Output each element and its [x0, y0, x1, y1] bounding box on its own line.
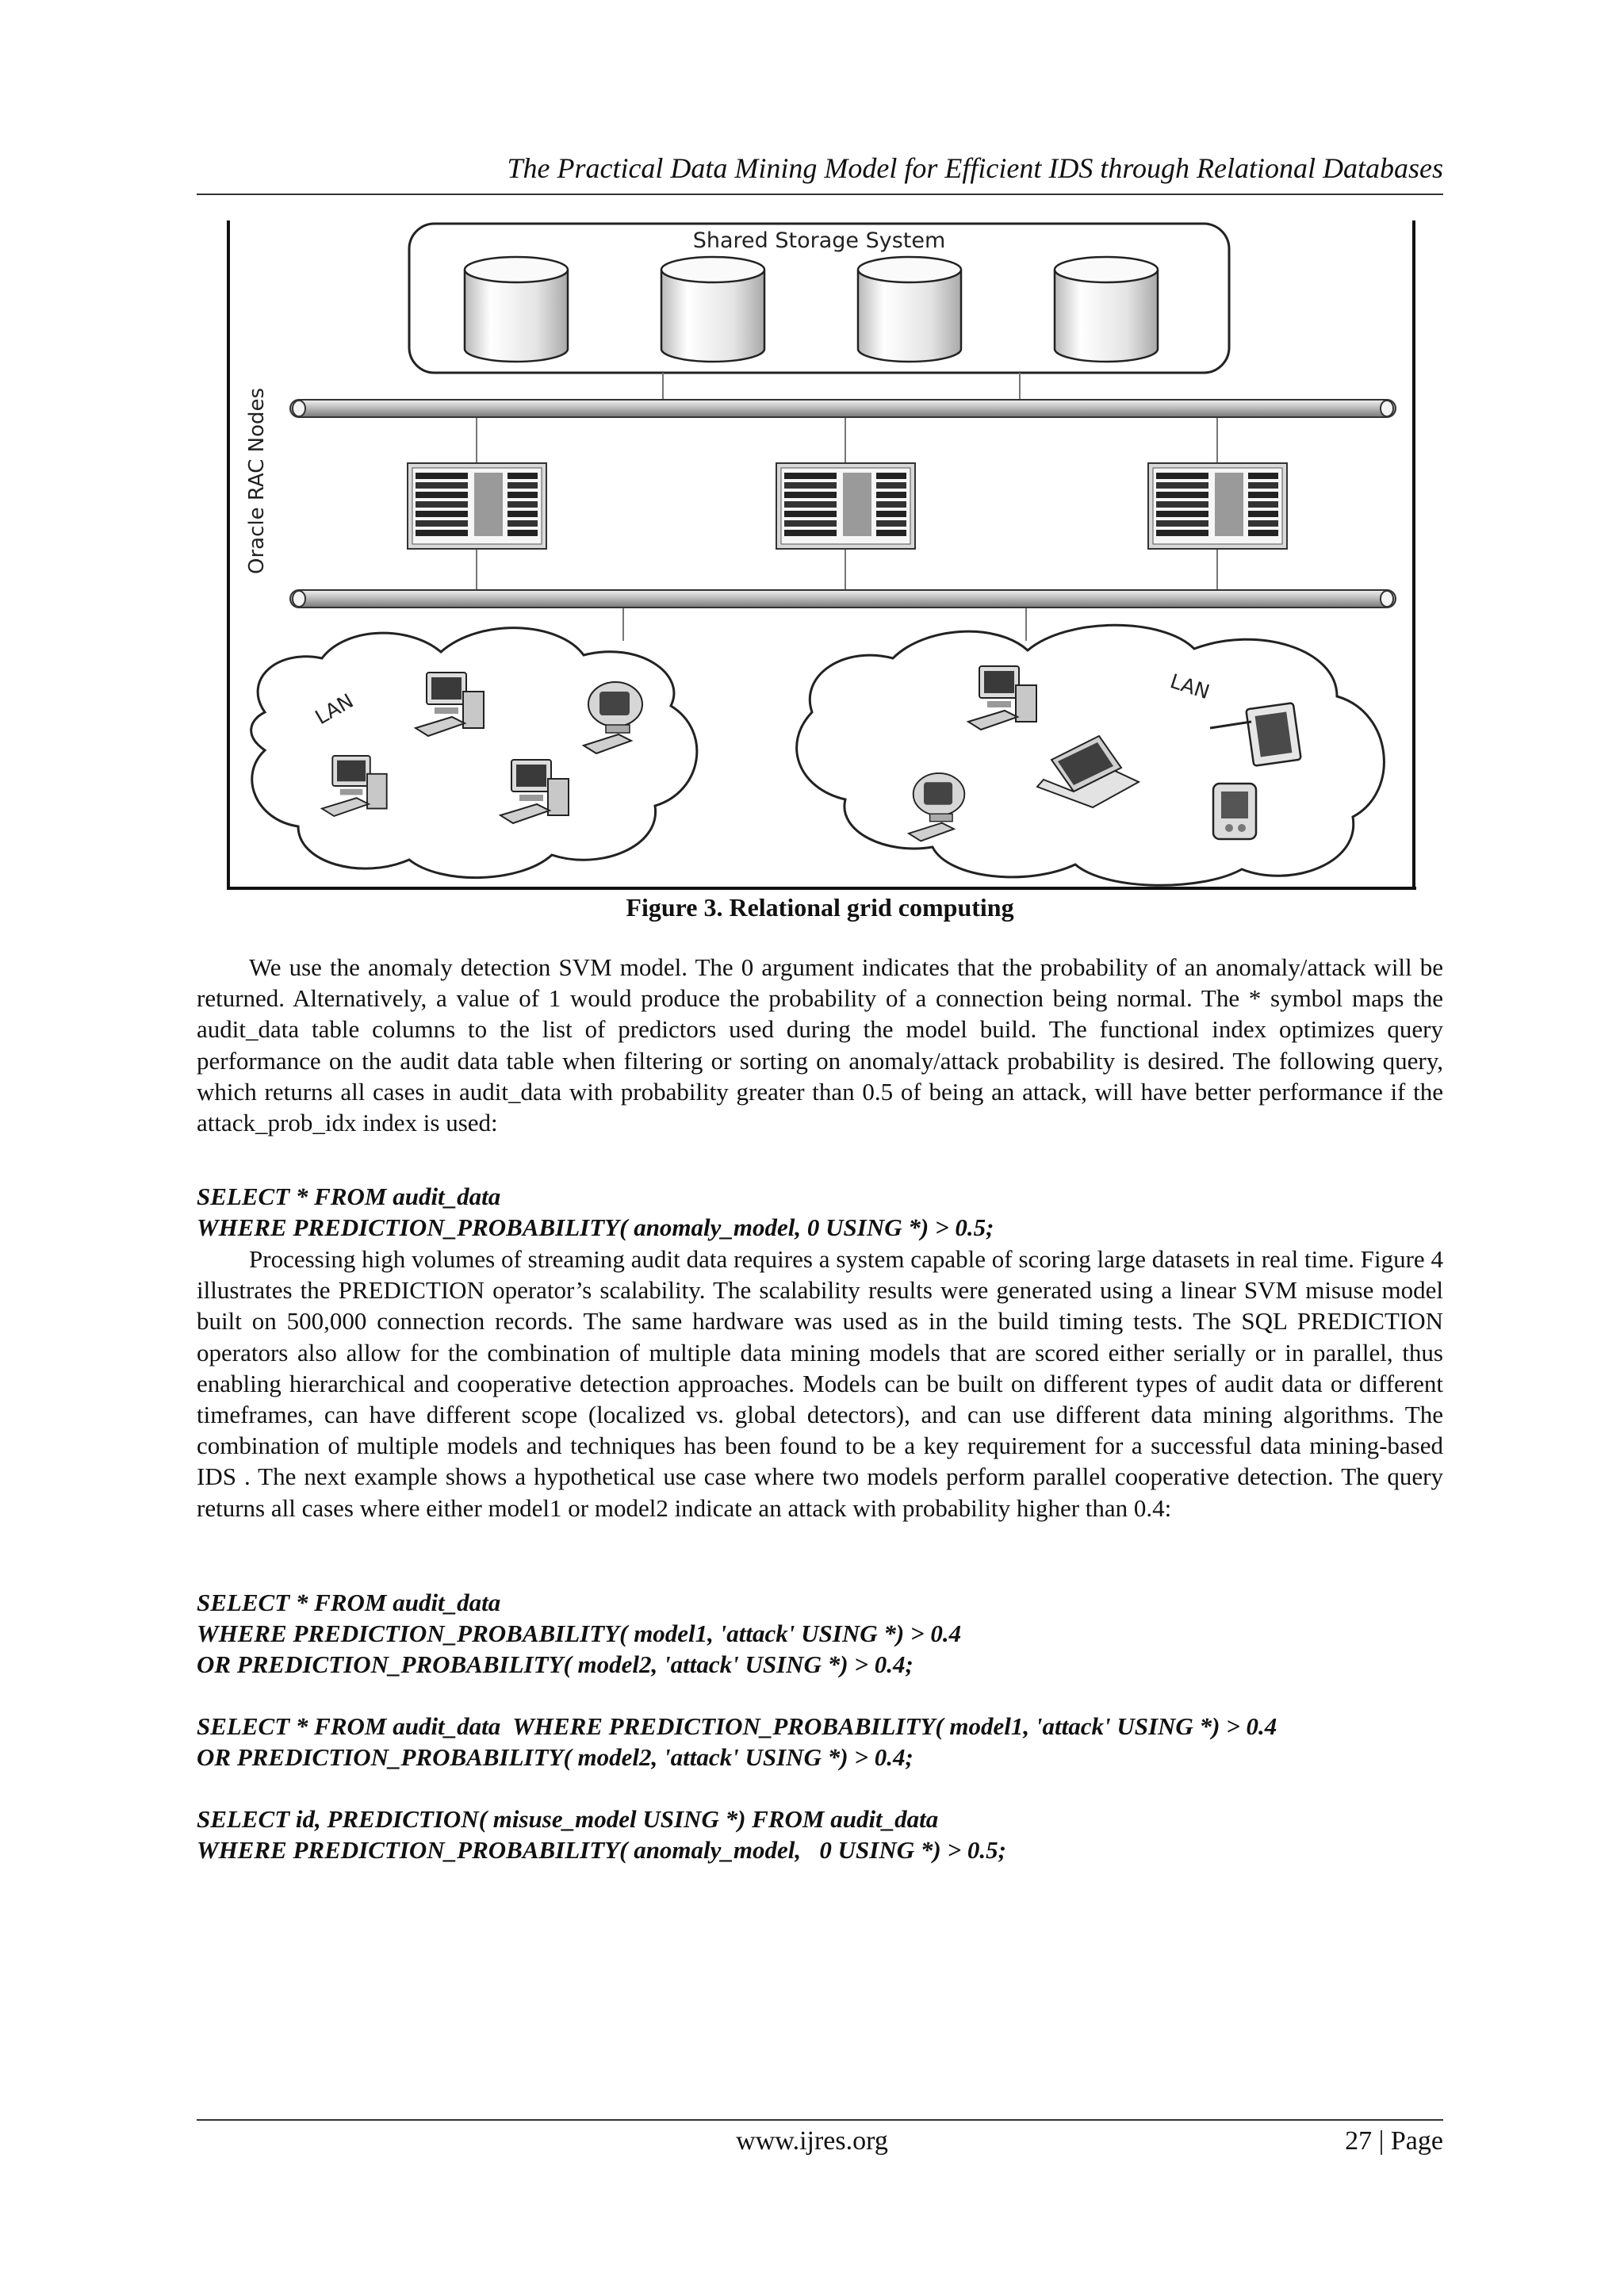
- sql-line: SELECT * FROM audit_data WHERE PREDICTION_PROBABILITY( model1, 'attack' USING *) > 0.4: [197, 1712, 1277, 1740]
- sql-line: WHERE PREDICTION_PROBABILITY( anomaly_model, 0 USING *) > 0.5;: [197, 1836, 1006, 1864]
- storage-disk: [1055, 257, 1158, 362]
- storage-disk: [661, 257, 764, 362]
- sql-line: SELECT * FROM audit_data: [197, 1182, 501, 1210]
- figure-caption: Figure 3. Relational grid computing: [626, 893, 1014, 922]
- rac-node-server: [1148, 463, 1287, 549]
- sql-line: SELECT * FROM audit_data: [197, 1589, 501, 1616]
- page-number: 27 | Page: [1345, 2126, 1443, 2156]
- sql-code-block: [197, 1803, 1465, 1865]
- grid-diagram: [227, 220, 1416, 890]
- running-title: The Practical Data Mining Model for Efficient IDS through Relational Databases: [507, 152, 1443, 184]
- sql-line: WHERE PREDICTION_PROBABILITY( anomaly_model, 0 USING *) > 0.5;: [197, 1213, 994, 1241]
- sql-line: OR PREDICTION_PROBABILITY( model2, 'attack' USING *) > 0.4;: [197, 1743, 914, 1771]
- oracle-rac-nodes-label: Oracle RAC Nodes: [245, 387, 269, 574]
- lan-label-left: LAN: [311, 688, 358, 730]
- header-rule: [197, 194, 1443, 195]
- storage-disk: [465, 257, 568, 362]
- sql-line: OR PREDICTION_PROBABILITY( model2, 'attack' USING *) > 0.4;: [197, 1650, 914, 1678]
- sql-code-block: [197, 1711, 1465, 1773]
- handheld-device-icon: [1213, 784, 1256, 839]
- lan-label-right: LAN: [1167, 669, 1212, 704]
- footer-url: www.ijres.org: [736, 2126, 888, 2156]
- body-paragraph: Processing high volumes of streaming audit data requires a system capable of scoring large datasets in real time. Figure 4 illustrates the PREDICTION operator’s scalability. The scalability results were generated using a linear SVM misuse model built on 500,000 connection records. The same hardware was used as in the build timing tests. The SQL PREDICTION operators also allow for the combination of multiple data mining models that are scored either serially or in parallel, thus enabling hierarchical and cooperative detection approaches. Models can be built on different types of audit data or different timeframes, can have different scope (localized vs. global detectors), and can use different data mining algorithms. The combination of multiple models and techniques has been found to be a key requirement for a successful data mining-based IDS . The next example shows a hypothetical use case where two models perform parallel cooperative detection. The query returns all cases where either model1 or model2 indicate an attack with probability higher than 0.4:: [197, 1245, 1443, 1522]
- rac-node-server: [776, 463, 915, 549]
- footer-rule: [197, 2119, 1443, 2121]
- lan-cloud-left: [251, 628, 697, 878]
- sql-line: WHERE PREDICTION_PROBABILITY( model1, 'attack' USING *) > 0.4: [197, 1619, 962, 1647]
- storage-interconnect-bus: [290, 400, 1396, 417]
- network-bus: [290, 590, 1396, 608]
- sql-line: SELECT id, PREDICTION( misuse_model USING *) FROM audit_data: [197, 1805, 939, 1833]
- storage-disk: [858, 257, 961, 362]
- storage-label: Shared Storage System: [692, 228, 946, 253]
- sql-code-block: [197, 1181, 1465, 1243]
- rac-node-server: [408, 463, 546, 549]
- body-paragraph: We use the anomaly detection SVM model. The 0 argument indicates that the probability of an anomaly/attack will be returned. Alternatively, a value of 1 would produce the probability of a connection being normal. The * symbol maps the audit_data table columns to the list of predictors used during the model build. The functional index optimizes query performance on the audit data table when filtering or sorting on anomaly/attack probability is desired. The following query, which returns all cases in audit_data with probability greater than 0.5 of being an attack, will have better performance if the attack_prob_idx index is used:: [197, 953, 1443, 1137]
- sql-code-block: [197, 1587, 1465, 1680]
- figure-relational-grid: [227, 220, 1416, 890]
